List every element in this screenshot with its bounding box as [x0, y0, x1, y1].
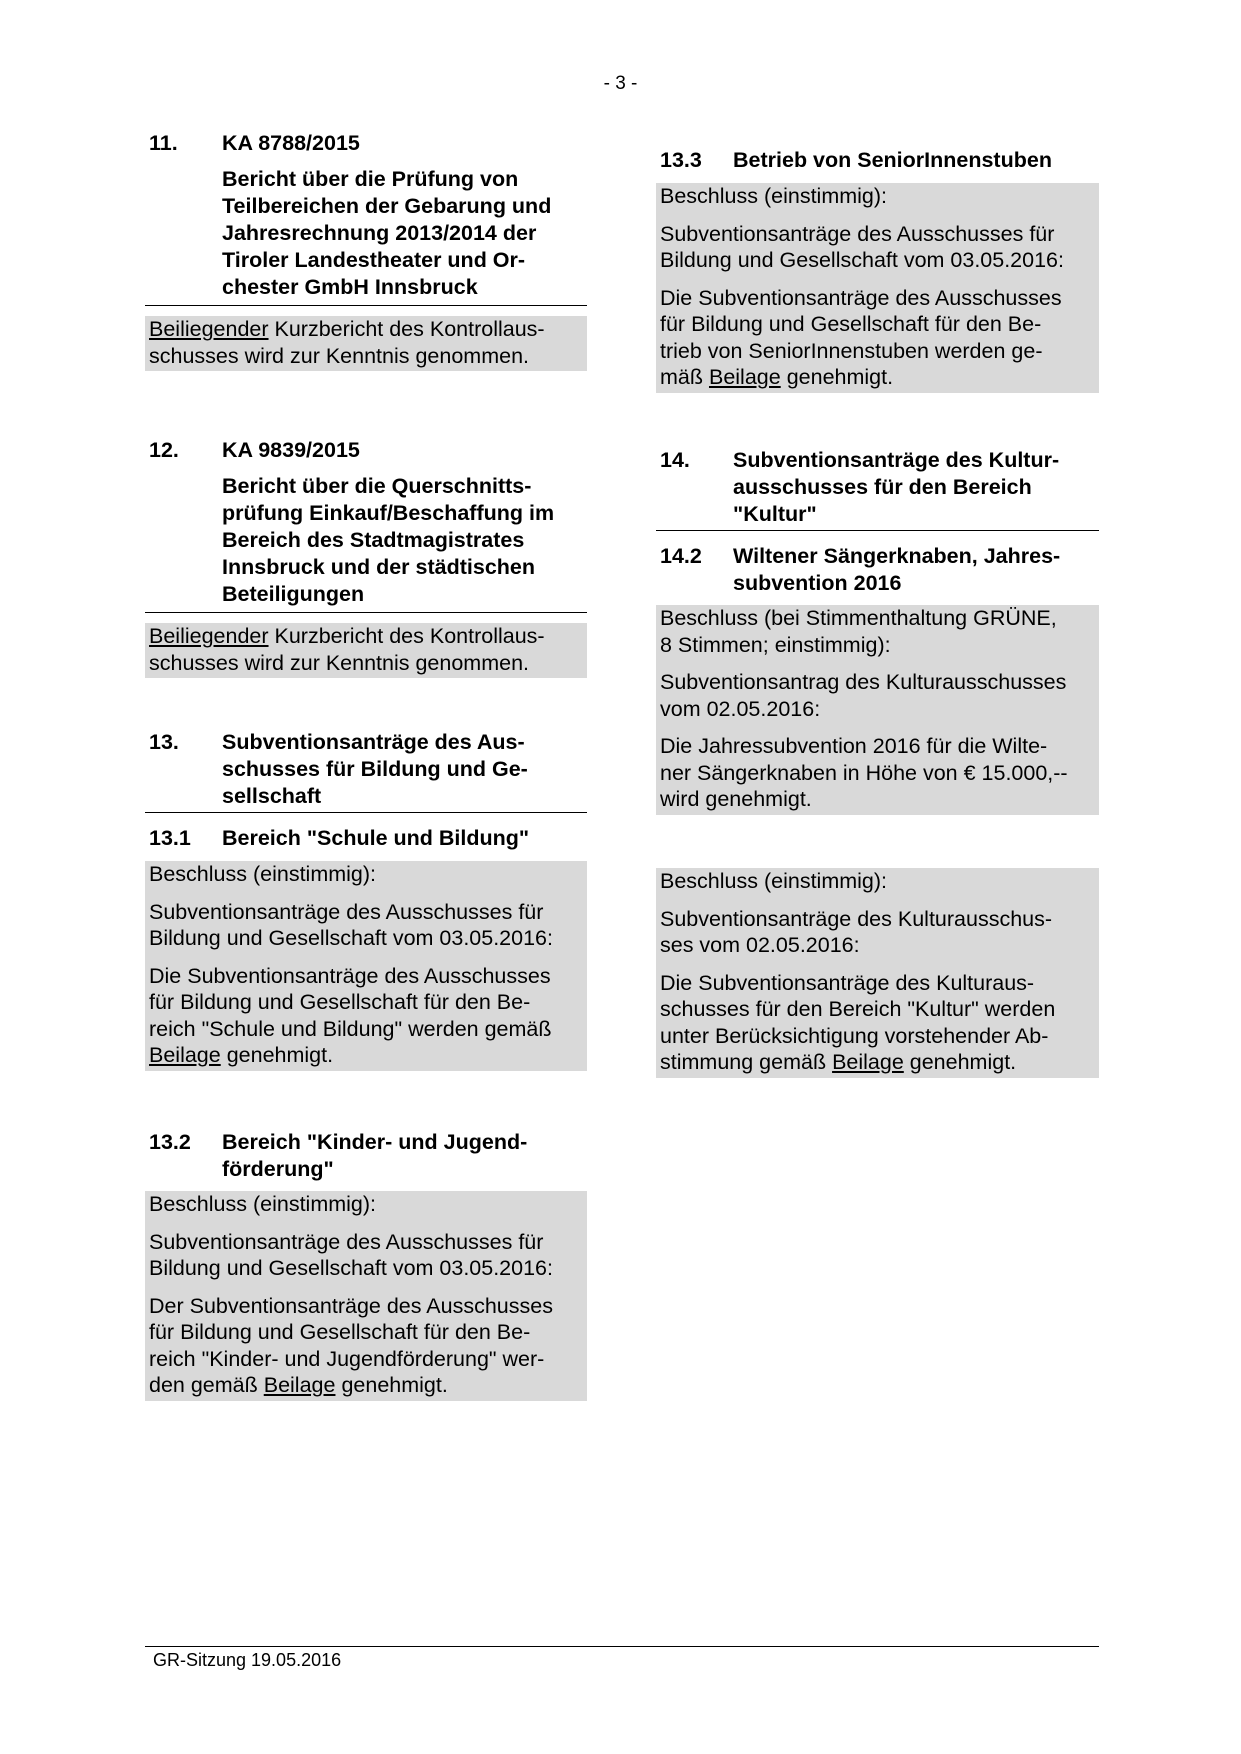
item-12: [145, 437, 587, 678]
beilage-link[interactable]: Beiliegender: [149, 317, 269, 341]
decision-label: Beschluss (einstimmig):: [660, 184, 887, 208]
resolution-text-1: Subventionsanträge des Ausschusses für Bildung und Gesellschaft vom 03.05.2016:: [149, 1229, 553, 1280]
resolution-text-1: Subventionsantrag des Kulturausschusses vom 02.05.2016:: [660, 670, 1067, 721]
item-13-heading: 13. Subventionsanträge des Aus- schusses für Bildung und Ge- sellschaft: [145, 729, 587, 813]
item-13-2: [145, 1129, 587, 1401]
resolution-text-1: Subventionsanträge des Kulturausschus- ses vom 02.05.2016:: [660, 906, 1053, 957]
item-14-final-resolution: [656, 868, 1099, 1078]
beilage-link[interactable]: Beilage: [708, 365, 781, 389]
decision-label: Beschluss (bei Stimmenthaltung GRÜNE, 8 Stimmen; einstimmig):: [660, 606, 1057, 657]
item-13-3-heading: 13.3 Betrieb von SeniorInnenstuben: [660, 148, 1052, 172]
item-12-heading: [145, 437, 587, 464]
decision-label: Beschluss (einstimmig):: [149, 1192, 376, 1216]
item-12-body: Beiliegender Kurzbericht des Kontrollaus- schusses wird zur Kenntnis genommen.: [145, 623, 587, 678]
item-title: KA 9839/2015: [222, 438, 360, 462]
item-13-2-heading: 13.2 Bereich "Kinder- und Jugend- förderung": [149, 1130, 528, 1181]
item-14-2-resolution: [656, 605, 1099, 815]
decision-label: Beschluss (einstimmig):: [660, 869, 887, 893]
item-13-1-heading: 13.1 Bereich "Schule und Bildung": [149, 826, 530, 850]
item-11-subject: Bericht über die Prüfung von Teilbereichen der Gebarung und Jahresrechnung 2013/2014 der Tiroler Landestheater und Or- chester GmbH Innsbruck: [145, 157, 587, 306]
item-11: [145, 130, 587, 371]
item-13: [145, 729, 587, 1071]
beilage-link[interactable]: Beiliegender: [149, 624, 269, 648]
resolution-text-1: Subventionsanträge des Ausschusses für Bildung und Gesellschaft vom 03.05.2016:: [660, 221, 1064, 272]
item-14-heading: 14. Subventionsanträge des Kultur- ausschusses für den Bereich "Kultur": [656, 447, 1099, 531]
footer-divider: [145, 1646, 1099, 1647]
item-number: 13.: [149, 730, 179, 754]
resolution-text-2: Der Subventionsanträge des Ausschusses für Bildung und Gesellschaft für den Be- reich "Kinder- und Jugendförderung" wer- den gemäß Beilage genehmigt.: [149, 1293, 553, 1397]
item-number: 11.: [149, 131, 178, 155]
item-11-heading: [145, 130, 587, 157]
decision-label: Beschluss (einstimmig):: [149, 862, 376, 886]
beilage-link[interactable]: Beilage: [149, 1043, 221, 1067]
item-13-3-resolution: [656, 183, 1099, 393]
beilage-link[interactable]: Beilage: [832, 1050, 904, 1074]
page-number: - 3 -: [603, 73, 638, 94]
item-title: KA 8788/2015: [222, 131, 360, 155]
item-13-2-resolution: [145, 1191, 587, 1401]
item-12-subject: Bericht über die Querschnitts- prüfung Einkauf/Beschaffung im Bereich des Stadtmagistrates Innsbruck und der städtischen Beteiligungen: [145, 464, 587, 613]
beilage-link[interactable]: Beilage: [263, 1373, 336, 1397]
item-14-2-heading: 14.2 Wiltener Sängerknaben, Jahres- subvention 2016: [660, 544, 1061, 595]
item-13-1-resolution: [145, 861, 587, 1071]
resolution-text-1: Subventionsanträge des Ausschusses für Bildung und Gesellschaft vom 03.05.2016:: [149, 899, 553, 950]
item-11-body: Beiliegender Kurzbericht des Kontrollaus- schusses wird zur Kenntnis genommen.: [145, 316, 587, 371]
resolution-text-2: Die Subventionsanträge des Ausschusses für Bildung und Gesellschaft für den Be- trieb von SeniorInnenstuben werden ge- mäß Beilage genehmigt.: [660, 285, 1062, 389]
item-14: [656, 447, 1099, 815]
resolution-text-2: Die Subventionsanträge des Ausschusses für Bildung und Gesellschaft für den Be- reich "Schule und Bildung" werden gemäß Beilage genehmigt.: [149, 963, 552, 1067]
item-number: 12.: [149, 438, 179, 462]
item-number: 14.: [660, 448, 690, 472]
item-13-3: [656, 147, 1099, 393]
resolution-text-2: Die Jahressubvention 2016 für die Wilte- ner Sängerknaben in Höhe von € 15.000,-- wird genehmigt.: [660, 734, 1068, 811]
resolution-text-2: Die Subventionsanträge des Kulturaus- schusses für den Bereich "Kultur" werden unter Berücksichtigung vorstehender Ab- stimmung gemäß Beilage genehmigt.: [660, 970, 1056, 1074]
footer-text: GR-Sitzung 19.05.2016: [153, 1650, 342, 1670]
